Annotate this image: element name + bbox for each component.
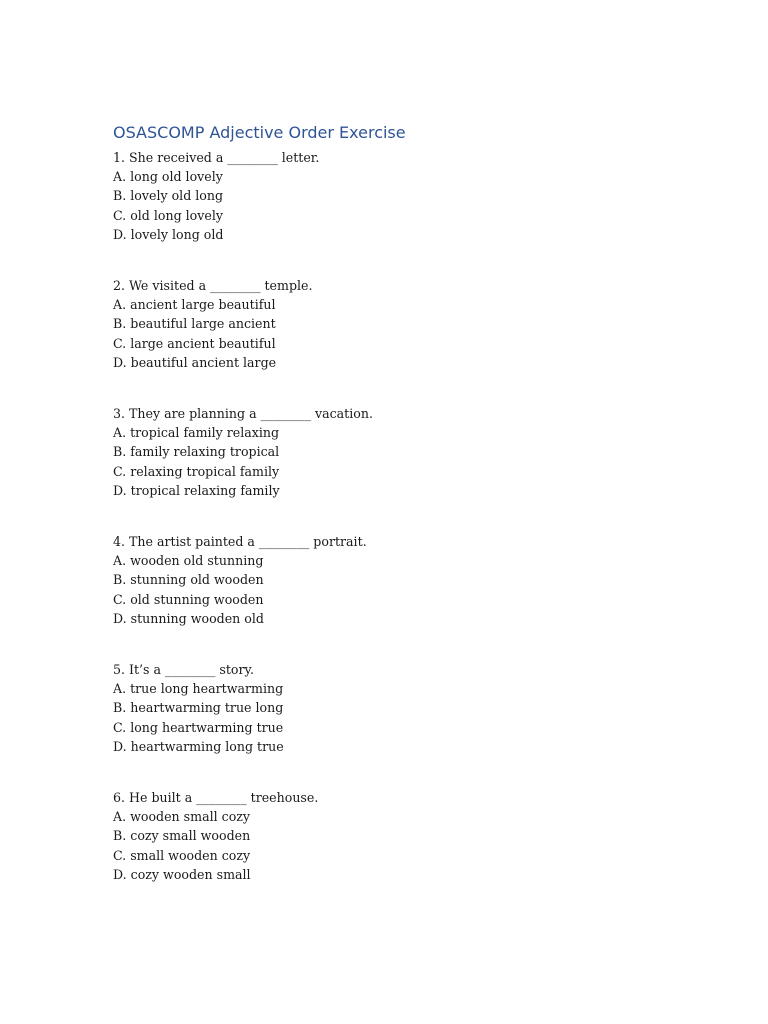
document-title: OSASCOMP Adjective Order Exercise [113, 123, 406, 142]
question-prompt: 5. It’s a ________ story. [113, 662, 254, 677]
question-block [113, 532, 733, 660]
answer-option-a: A. true long heartwarming [113, 681, 284, 697]
question-prompt: 2. We visited a ________ temple. [113, 278, 313, 293]
answer-option-c: C. long heartwarming true [113, 719, 284, 735]
answer-option-b: B. cozy small wooden [113, 828, 251, 844]
answer-option-d: D. stunning wooden old [113, 610, 264, 626]
answer-option-c: C. relaxing tropical family [113, 463, 280, 479]
question-list [113, 148, 733, 916]
answer-option-c: C. old stunning wooden [113, 591, 264, 607]
answer-option-c: C. old long lovely [113, 207, 223, 223]
answer-option-a: A. tropical family relaxing [113, 425, 280, 441]
question-block [113, 788, 733, 916]
answer-option-d: D. beautiful ancient large [113, 354, 277, 370]
answer-option-d: D. lovely long old [113, 226, 224, 242]
question-block [113, 276, 733, 404]
question-block [113, 660, 733, 788]
answer-option-b: B. stunning old wooden [113, 572, 264, 588]
answer-option-c: C. small wooden cozy [113, 847, 251, 863]
answer-option-a: A. wooden small cozy [113, 809, 251, 825]
answer-option-b: B. beautiful large ancient [113, 316, 276, 332]
question-prompt: 4. The artist painted a ________ portrait. [113, 534, 367, 549]
answer-option-c: C. large ancient beautiful [113, 335, 276, 351]
answer-option-b: B. lovely old long [113, 188, 224, 204]
answer-option-d: D. cozy wooden small [113, 866, 251, 882]
question-prompt: 6. He built a ________ treehouse. [113, 790, 319, 805]
question-block [113, 404, 733, 532]
answer-option-a: A. ancient large beautiful [113, 297, 276, 313]
question-prompt: 3. They are planning a ________ vacation. [113, 406, 373, 421]
answer-option-a: A. long old lovely [113, 169, 223, 185]
answer-option-d: D. heartwarming long true [113, 738, 284, 754]
answer-option-d: D. tropical relaxing family [113, 482, 280, 498]
answer-option-b: B. heartwarming true long [113, 700, 284, 716]
question-prompt: 1. She received a ________ letter. [113, 150, 320, 165]
question-block [113, 148, 733, 276]
answer-option-b: B. family relaxing tropical [113, 444, 280, 460]
answer-option-a: A. wooden old stunning [113, 553, 264, 569]
